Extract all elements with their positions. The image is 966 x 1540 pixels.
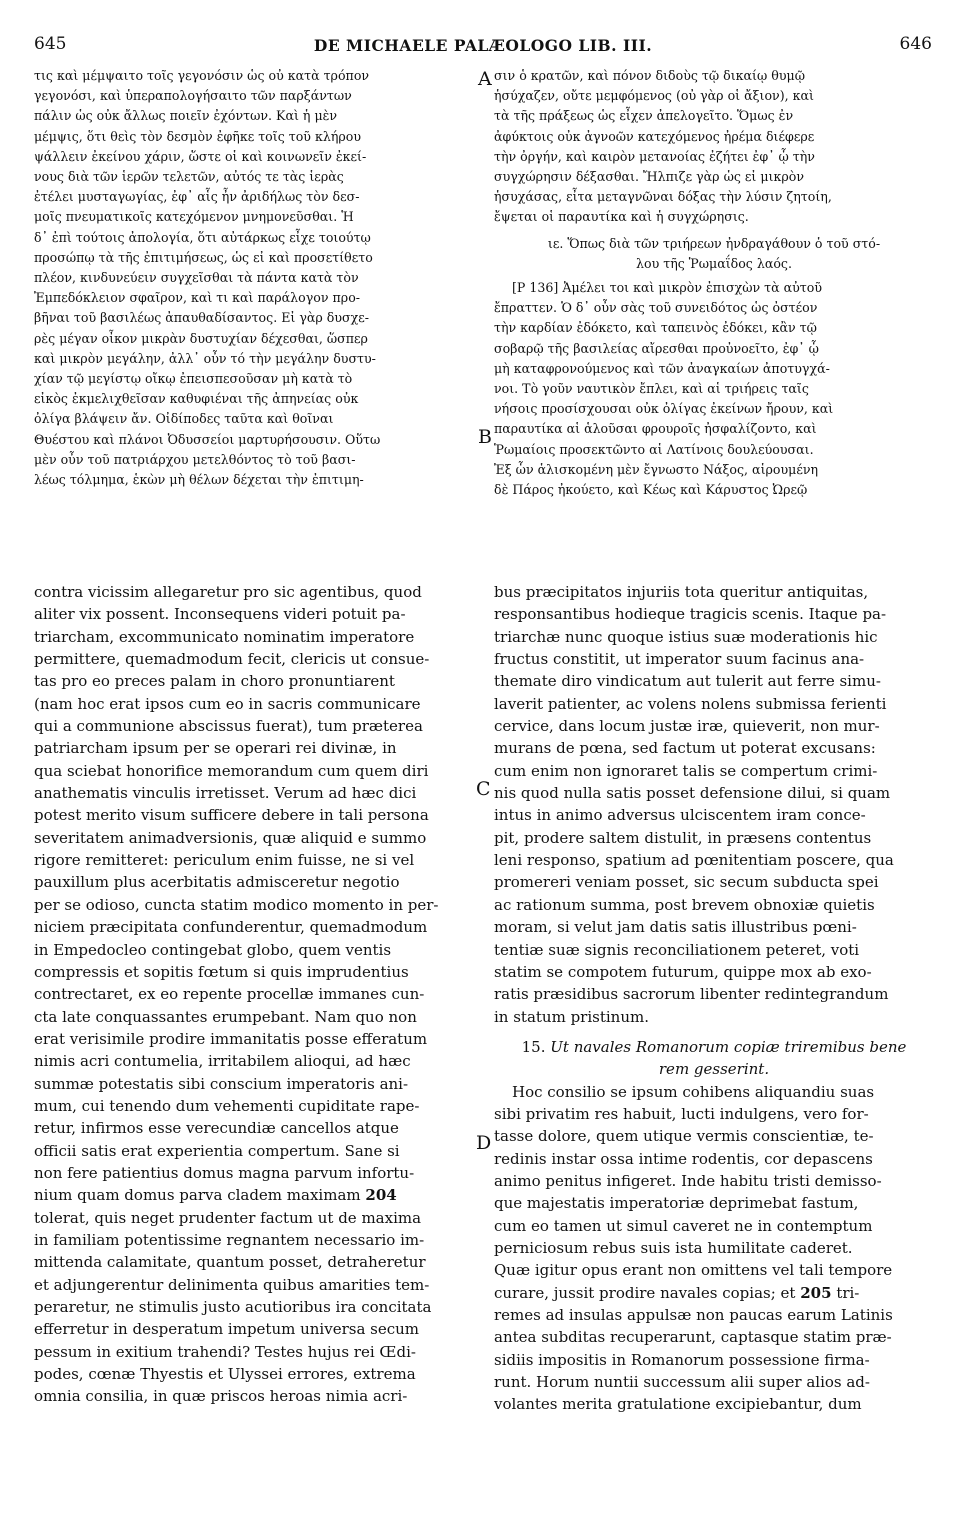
margin-marker-b: B bbox=[478, 426, 492, 448]
greek-line: τὴν ὀργήν, καὶ καιρὸν μετανοίας ἐζήτει ἐφ᾽ ᾧ τὴν bbox=[494, 148, 815, 164]
latin-line: permittere, quemadmodum fecit, clericis ut consue- bbox=[34, 650, 430, 669]
latin-line: qua sciebat honorifice memorandum cum quem diri bbox=[34, 761, 429, 780]
latin-line: erat verisimile prodire immanitatis posse efferatum bbox=[34, 1029, 428, 1048]
latin-line: mum, cui tenendo dum vehementi cupiditate rape- bbox=[34, 1096, 420, 1115]
greek-line: συγχώρησιν δέξασθαι. Ἤλπιζε γὰρ ὡς εἰ μικρὸν bbox=[494, 169, 805, 185]
latin-line: tentiæ suæ signis reconciliationem peteret, voti bbox=[494, 940, 860, 959]
latin-line: nis quod nulla satis posset defensione dilui, si quam bbox=[494, 784, 891, 803]
latin-line: mittenda calamitate, quantum posset, detraheretur bbox=[34, 1253, 426, 1272]
latin-line: volantes merita gratulatione excipiebantur, dum bbox=[494, 1395, 862, 1414]
greek-line: γεγονόσι, καὶ ὑπεραπολογήσαιτο τῶν παρξάντων bbox=[34, 88, 352, 104]
latin-line: ratis præsidibus sacrorum libenter redintegrandum bbox=[494, 985, 889, 1004]
latin-line: moram, si velut jam datis satis illustribus pœni- bbox=[494, 918, 857, 937]
greek-line: δ᾽ ἐπὶ τούτοις ἀπολογία, ὅτι αὐτάρκως εἶχε τοιούτῳ bbox=[34, 229, 371, 245]
greek-section-heading: ιε. Ὅπως διὰ τῶν τριήρεων ἠνδραγάθουν ὁ τοῦ στό- bbox=[547, 235, 881, 251]
latin-line: triarcham, excommunicato nominatim imperatore bbox=[34, 627, 415, 646]
latin-line: officii satis erat experientia compertum. Sane si bbox=[34, 1141, 400, 1160]
greek-column-right bbox=[494, 66, 934, 500]
greek-line: βῆναι τοῦ βασιλέως ἀπαυθαδίσαντος. Εἰ γὰρ δυσχε- bbox=[34, 310, 370, 326]
latin-line: (nam hoc erat ipsos cum eo in sacris communicare bbox=[34, 694, 421, 713]
latin-line: leni responso, spatium ad pœnitentiam poscere, qua bbox=[494, 851, 894, 870]
latin-line: rigore remitteret: periculum enim fuisse, ne si vel bbox=[34, 851, 415, 870]
greek-line: σοβαρῷ τῆς βασιλείας αἴρεσθαι προὐνοεῖτο, ἐφ᾽ ᾧ bbox=[494, 340, 819, 356]
latin-line-text: tri- bbox=[836, 1283, 860, 1302]
latin-line: contrectaret, ex eo repente procellæ immanes cun- bbox=[34, 985, 425, 1004]
greek-line: ρὲς μέγαν οἶκον μικρὰν δυστυχίαν δέχεσθαι, ὥσπερ bbox=[34, 330, 368, 346]
latin-line: retur, infirmos esse verecundiæ cancellos atque bbox=[34, 1119, 399, 1138]
latin-line: efferretur in desperatum impetum universa secum bbox=[34, 1320, 420, 1339]
greek-line: ἐτέλει μυσταγωγίας, ἐφ᾽ αἷς ἦν ἀριδήλως τὸν δεσ- bbox=[34, 189, 360, 205]
greek-line: Ἐξ ὧν ἁλισκομένη μὲν ἔγνωστο Νάξος, αἱρουμένη bbox=[494, 461, 819, 477]
latin-line: peraretur, ne stimulis justo acutioribus ira concitata bbox=[34, 1298, 432, 1316]
latin-line: severitatem animadversionis, quæ aliquid e summo bbox=[34, 828, 427, 847]
greek-line: ἡσύχαζεν, οὔτε μεμφόμενος (οὐ γὰρ οἱ ἄξιον), καὶ bbox=[494, 88, 814, 104]
latin-line: tas pro eo preces palam in choro pronuntiarent bbox=[34, 672, 395, 691]
page-number-right: 646 bbox=[899, 34, 932, 54]
greek-line: καὶ μικρὸν μεγάλην, ἀλλ᾽ οὖν τό τὴν μεγάλην δυστυ- bbox=[34, 350, 376, 366]
latin-line: fructus constitit, ut imperator suum facinus ana- bbox=[494, 650, 865, 669]
latin-line: intus in animo adversus ulciscentem iram conce- bbox=[494, 806, 866, 825]
latin-line: pit, prodere saltem distulit, in præsens contentus bbox=[494, 828, 872, 847]
running-title: DE MICHAELE PALÆOLOGO LIB. III. bbox=[313, 36, 653, 55]
latin-line: tasse dolore, quem utique vermis conscientiæ, te- bbox=[494, 1127, 874, 1146]
latin-line: niciem præcipitata confunderentur, quemadmodum bbox=[34, 918, 428, 937]
latin-line: remes ad insulas appulsæ non paucas earum Latinis bbox=[494, 1306, 893, 1324]
latin-line: cum enim non ignoraret talis se compertum crimi- bbox=[494, 761, 878, 780]
latin-line: nimis acri contumelia, irritabilem alioqui, ad hæc bbox=[34, 1052, 411, 1071]
latin-line: aliter vix possent. Inconsequens videri potuit pa- bbox=[34, 605, 406, 624]
latin-line: Quæ igitur opus erant non omittens vel tali tempore bbox=[494, 1261, 893, 1280]
latin-line: qui a communione abscissus fuerat), tum præterea bbox=[34, 717, 423, 736]
latin-line: sibi privatim res habuit, lucti indulgens, vero for- bbox=[494, 1104, 869, 1123]
greek-line: εἰκὸς ἐκμελιχθεῖσαν καθυφιέναι τῆς ἀπηνείας οὐκ bbox=[34, 391, 359, 407]
latin-line: cum eo tamen ut simul caveret ne in contemptum bbox=[494, 1216, 873, 1235]
latin-section-heading bbox=[494, 1036, 934, 1058]
greek-line: ἔψεται οἱ παραυτίκα καὶ ἡ συγχώρησις. bbox=[494, 209, 749, 225]
running-header bbox=[34, 34, 932, 60]
greek-line: σιν ὁ κρατῶν, καὶ πόνον διδοὺς τῷ δικαίῳ θυμῷ bbox=[494, 68, 805, 83]
latin-line-text: nium quam domus parva cladem maximam bbox=[34, 1186, 361, 1205]
latin-line: anathematis vinculis irretisset. Verum ad hæc dici bbox=[34, 784, 417, 803]
latin-line: per se odioso, cuncta statim modico momento in per- bbox=[34, 895, 439, 914]
latin-line: statim se compotem futurum, quippe mox ab exo- bbox=[494, 962, 872, 981]
greek-line: [P 136] Ἀμέλει τοι καὶ μικρὸν ἐπισχὼν τὰ αὐτοῦ bbox=[512, 280, 823, 296]
latin-line: thematе diro vindicatum aut tulerit aut ferre simu- bbox=[494, 672, 881, 691]
latin-column-left bbox=[34, 581, 474, 1408]
edition-page-number: 205 bbox=[800, 1283, 832, 1302]
latin-line: patriarcham ipsum per se operari rei divinæ, in bbox=[34, 739, 397, 758]
greek-line: ὀλίγα βλάψειν ἄν. Οἰδίποδες ταῦτα καὶ θοῖναι bbox=[34, 411, 334, 427]
greek-line: μοῖς πνευματικοῖς κατεχόμενον μνημονεῦσθαι. Ἡ bbox=[34, 209, 354, 225]
section-title: Ut navales Romanorum copiæ triremibus bene bbox=[550, 1037, 907, 1056]
latin-line: podes, cœnæ Thyestis et Ulyssei errores, extrema bbox=[34, 1365, 416, 1384]
greek-line: τὴν καρδίαν ἐδόκετο, καὶ ταπεινὸς ἐδόκει, κἂν τῷ bbox=[494, 320, 817, 336]
greek-line: πάλιν ὡς οὐκ ἄλλως ποιεῖν ἐχόντων. Καὶ ἡ μὲν bbox=[34, 108, 338, 124]
latin-line: summæ potestatis sibi conscium imperatoris ani- bbox=[34, 1074, 409, 1093]
section-number: 15. bbox=[521, 1037, 546, 1056]
margin-marker-d: D bbox=[476, 1132, 492, 1154]
greek-line: τὰ τῆς πράξεως ὡς εἶχεν ἀπελογεῖτο. Ὅμως ἐν bbox=[494, 108, 794, 124]
greek-line: πλέον, κινδυνεύειν συγχεῖσθαι τὰ πάντα κατὰ τὸν bbox=[34, 270, 359, 286]
latin-line: pauxillum plus acerbitatis admisceretur negotio bbox=[34, 873, 400, 892]
latin-line bbox=[34, 1184, 474, 1206]
latin-line: que majestatis imperatoriæ deprimebat fastum, bbox=[494, 1194, 859, 1213]
latin-section-heading: rem gesserint. bbox=[658, 1060, 770, 1079]
greek-section-heading: λου τῆς Ῥωμαΐδος λαός. bbox=[636, 255, 792, 271]
greek-line: χίαν τῷ μεγίστῳ οἴκῳ ἐπεισπεσοῦσαν μὴ κατὰ τὸ bbox=[34, 371, 353, 387]
greek-line: τις καὶ μέμψαιτο τοῖς γεγονόσιν ὡς οὐ κατὰ τρόπον bbox=[34, 68, 370, 83]
greek-line: μὴ καταφρονούμενος καὶ τῶν ἀναγκαίων ἀποτυγχά- bbox=[494, 360, 830, 376]
latin-line: antea subditas recuperarunt, captasque statim præ- bbox=[494, 1328, 892, 1347]
latin-line: et adjungerentur delinimenta quibus amarities tem- bbox=[34, 1275, 430, 1294]
latin-line-text: curare, jussit prodire navales copias; et bbox=[494, 1283, 796, 1302]
greek-column-left bbox=[34, 66, 480, 490]
greek-line: παραυτίκα αἱ ἁλοῦσαι φρουροῖς ἠσφαλίζοντο, καὶ bbox=[494, 421, 817, 437]
latin-line: bus præcipitatos injuriis tota queritur antiquitas, bbox=[494, 583, 869, 601]
greek-line: νήσοις προσίσχουσαι οὐκ ὀλίγας ἐκείνων ἤρουν, καὶ bbox=[494, 401, 834, 417]
edition-page-number: 204 bbox=[365, 1186, 397, 1205]
latin-line: runt. Horum nuntii successum alii super alios ad- bbox=[494, 1373, 870, 1392]
greek-line: μέμψις, ὅτι θεὶς τὸν δεσμὸν ἐφῆκε τοῖς τοῦ κλήρου bbox=[34, 128, 362, 144]
latin-line: animo penitus infigeret. Inde habitu tristi demisso- bbox=[494, 1171, 882, 1190]
latin-line: laverit patienter, ac volens nolens submissa ferienti bbox=[494, 694, 887, 713]
margin-marker-c: C bbox=[476, 778, 491, 800]
latin-line: murans de pœna, sed factum ut poterat excusans: bbox=[494, 739, 876, 758]
greek-line: ψάλλειν ἐκείνου χάριν, ὥστε οἱ καὶ κοινωνεῖν ἐκεί- bbox=[34, 148, 367, 164]
margin-marker-a: A bbox=[478, 68, 492, 90]
greek-line: δὲ Πάρος ἠκούετο, καὶ Κέως καὶ Κάρυστος Ὠρεῷ bbox=[494, 482, 808, 498]
page-number-left: 645 bbox=[34, 34, 67, 54]
latin-line bbox=[494, 1282, 934, 1304]
latin-line: in familiam potentissime regnantem necessario im- bbox=[34, 1230, 425, 1249]
greek-line: μὲν οὖν τοῦ πατριάρχου μετελθόντος τὸ τοῦ βασι- bbox=[34, 451, 356, 467]
greek-line: λέως τόλμημα, ἑκὼν μὴ θέλων δέχεται τὴν ἐπιτιμη- bbox=[34, 472, 364, 488]
greek-line: ἔπραττεν. Ὁ δ᾽ οὖν σὰς τοῦ συνειδότος ὡς ὀστέον bbox=[494, 300, 818, 316]
latin-line: redinis instar ossa intime rodentis, cor depascens bbox=[494, 1149, 873, 1168]
latin-line: sidiis impositis in Romanorum possessione firma- bbox=[494, 1350, 870, 1369]
greek-line: νους διὰ τῶν ἱερῶν τελετῶν, αὐτός τε τὰς ἱερὰς bbox=[34, 169, 344, 185]
latin-line: compressis et sopitis fœtum si quis imprudentius bbox=[34, 962, 409, 981]
latin-line: contra vicissim allegaretur pro sic agentibus, quod bbox=[34, 583, 422, 601]
latin-line: non fere patientius domus magna parvum infortu- bbox=[34, 1163, 415, 1182]
latin-line: Hoc consilio se ipsum cohibens aliquandiu suas bbox=[512, 1082, 875, 1101]
latin-line: in statum pristinum. bbox=[494, 1007, 649, 1026]
greek-line: Ῥωμαίοις προσεκτῶντο αἱ Λατίνοις δουλεύουσαι. bbox=[494, 441, 814, 457]
latin-line: omnia consilia, in quæ priscos heroas nimia acri- bbox=[34, 1387, 408, 1406]
greek-line: ἡσυχάσας, εἶτα μεταγνῶναι δόξας τὴν λύσιν ζητοίη, bbox=[494, 189, 832, 205]
latin-line: cta late conquassantes erumpebant. Nam quo non bbox=[34, 1007, 417, 1026]
latin-line: in Empedocleo contingebat globo, quem ventis bbox=[34, 940, 392, 959]
latin-line: perniciosum rebus suis ista humilitate caderet. bbox=[494, 1238, 853, 1257]
latin-line: pessum in exitium trahendi? Testes hujus rei Œdi- bbox=[34, 1342, 416, 1361]
greek-line: νοι. Τὸ γοῦν ναυτικὸν ἔπλει, καὶ αἱ τριήρεις ταῖς bbox=[494, 381, 809, 397]
latin-line: ac rationum summa, post brevem obnoxiæ quietis bbox=[494, 895, 875, 914]
latin-line: potest merito visum sufficere debere in tali persona bbox=[34, 806, 429, 825]
greek-line: ἀφύκτοις οὐκ ἀγνοῶν κατεχόμενος ἠρέμα διέφερε bbox=[494, 128, 815, 144]
latin-line: responsantibus hodieque tragicis scenis. Itaque pa- bbox=[494, 605, 887, 624]
latin-line: promereri veniam posset, sic secum subducta spei bbox=[494, 873, 879, 892]
greek-line: Ἐμπεδόκλειον σφαῖρον, καὶ τι καὶ παράλογον προ- bbox=[34, 290, 361, 306]
latin-line: triarchæ nunc quoque istius suæ moderationis hic bbox=[494, 627, 878, 646]
greek-line: Θυέστου καὶ πλάνοι Ὀδυσσείοι μαρτυρήσουσιν. Οὕτω bbox=[34, 431, 381, 447]
latin-line: cervice, dans locum justæ iræ, quieverit, non mur- bbox=[494, 717, 880, 736]
latin-column-right bbox=[494, 581, 934, 1416]
greek-line: προσώπῳ τὰ τῆς ἐπιτιμήσεως, ὡς εἰ καὶ προσετίθετο bbox=[34, 249, 373, 265]
latin-line: tolerat, quis neget prudenter factum ut de maxima bbox=[34, 1208, 422, 1227]
